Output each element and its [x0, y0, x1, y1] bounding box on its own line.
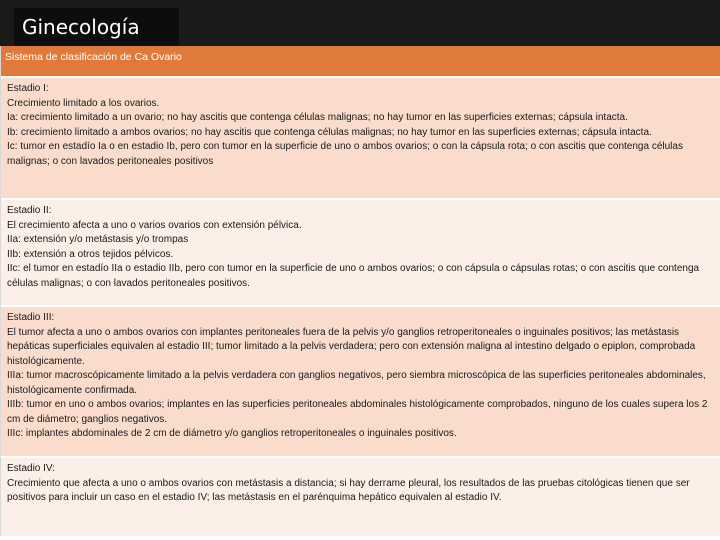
stage-line: IIa: extensión y/o metástasis y/o trompas: [7, 234, 189, 245]
stage-row-4: [1, 456, 720, 536]
table-header: Sistema de clasificación de Ca Ovario: [1, 46, 720, 76]
stage-heading: Estadio I:: [7, 83, 49, 94]
stage-line: IIIc: implantes abdominales de 2 cm de diámetro y/o ganglios retroperitoneales o inguinales positivos.: [7, 428, 457, 439]
stage-heading: Estadio IV:: [7, 463, 55, 474]
stage-line: Crecimiento limitado a los ovarios.: [7, 97, 160, 109]
stage-line: El crecimiento afecta a uno o varios ovarios con extensión pélvica.: [7, 219, 302, 231]
stage-line: Ib: crecimiento limitado a ambos ovarios; no hay ascitis que contenga células malignas; no hay tumor en las superficies externas; cápsula intacta.: [7, 126, 652, 138]
stage-line: El tumor afecta a uno o ambos ovarios con implantes peritoneales fuera de la pelvis y/o ganglios retroperitoneales o inguinales positivos; las metástasis hepáticas superficiales equivalen al estadio III; tumor limitado a la pelvis verdadera; pero con extensión maligna al intestino delgado o epiplon, comprobada histológicamente.: [7, 326, 696, 367]
stage-row-3: [1, 305, 720, 456]
stage-line: Ic: tumor en estadío Ia o en estadio Ib, pero con tumor en la superficie de uno o ambos ovarios; o con la cápsula rota; o con ascitis que contenga células malignas; o con lavados peritoneales positivos: [7, 141, 683, 167]
stage-line: Crecimiento que afecta a uno o ambos ovarios con metástasis a distancia; si hay derrame pleural, los resultados de las pruebas citológicas tienen que ser positivos para incluir un caso en el estadio IV; las metástasis en el parénquima hepático equivalen al estadio IV.: [7, 477, 690, 503]
stage-heading: Estadio II:: [7, 205, 52, 216]
stage-line: IIIa: tumor macroscópicamente limitado a la pelvis verdadera con ganglios negativos, pero siembra microscópica de las superficies peritoneales abdominales, histológicamente confirmada.: [7, 370, 706, 396]
stage-row-1: [1, 76, 720, 198]
stage-line: IIb: extensión a otros tejidos pélvicos.: [7, 248, 174, 260]
stage-line: IIIb: tumor en uno o ambos ovarios; implantes en las superficies peritoneales abdominales histológicamente comprobados, ninguno de los cuales supera los 2 cm de diámetro; ganglios negativos.: [7, 399, 708, 425]
title-bar: [0, 0, 720, 46]
staging-table: [0, 46, 720, 536]
slide-title: Ginecología: [14, 8, 179, 46]
stage-heading: Estadio III:: [7, 312, 55, 323]
stage-line: Ia: crecimiento limitado a un ovario; no hay ascitis que contenga células malignas; no hay tumor en las superficies externas; cápsula intacta.: [7, 112, 628, 123]
stage-line: IIc: el tumor en estadío IIa o estadio IIb, pero con tumor en la superficie de uno o ambos ovarios; o con cápsula o cápsulas rotas; o con ascitis que contenga células malignas; o con lavados peritoneales positivos.: [7, 263, 700, 289]
stage-row-2: [1, 198, 720, 305]
